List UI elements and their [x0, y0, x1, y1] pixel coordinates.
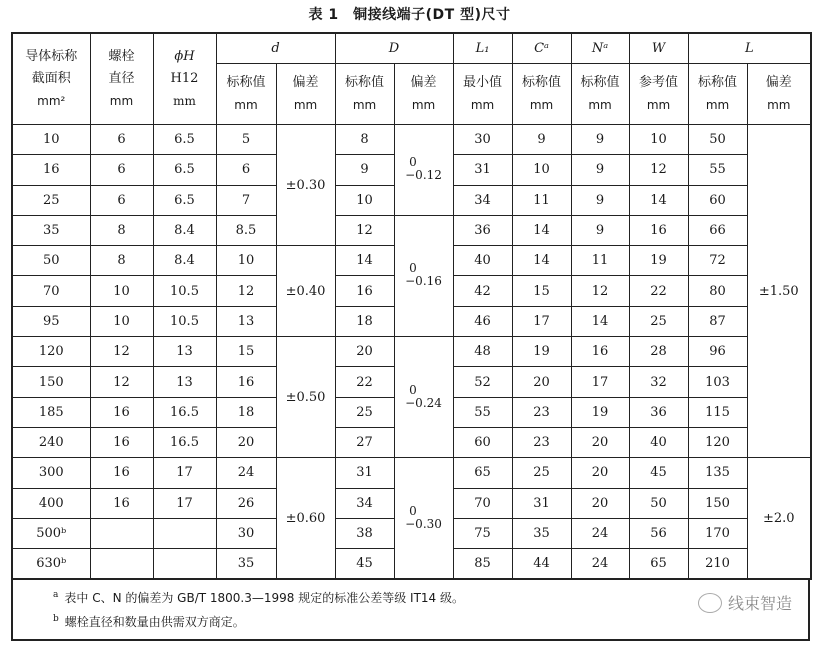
- cell-d-nominal: 15: [216, 337, 276, 367]
- cell-L1-min: 40: [453, 246, 512, 276]
- cell-d-nominal: 26: [216, 488, 276, 518]
- cell-cross-section: 120: [12, 337, 90, 367]
- cell-D-deviation: 0 −0.30: [394, 458, 453, 580]
- cell-d-nominal: 5: [216, 125, 276, 155]
- watermark: 线束智造: [698, 591, 792, 614]
- cell-N-nominal: 9: [571, 185, 629, 215]
- cell-L1-min: 55: [453, 397, 512, 427]
- cell-N-nominal: 9: [571, 215, 629, 245]
- cell-D-nominal: 8: [335, 125, 394, 155]
- header-N-nominal: 标称值 mm: [571, 64, 629, 125]
- cell-d-nominal: 8.5: [216, 215, 276, 245]
- cell-N-nominal: 9: [571, 155, 629, 185]
- cell-W-reference: 22: [629, 276, 688, 306]
- cell-L1-min: 46: [453, 306, 512, 336]
- cell-C-nominal: 17: [512, 306, 571, 336]
- cell-phiH: 10.5: [153, 306, 216, 336]
- cell-L-nominal: 103: [688, 367, 747, 397]
- cell-D-nominal: 12: [335, 215, 394, 245]
- cell-L-nominal: 66: [688, 215, 747, 245]
- cell-N-nominal: 24: [571, 518, 629, 548]
- cell-L1-min: 34: [453, 185, 512, 215]
- cell-N-nominal: 12: [571, 276, 629, 306]
- cell-D-nominal: 45: [335, 549, 394, 580]
- cell-W-reference: 12: [629, 155, 688, 185]
- header-W-reference: 参考值 mm: [629, 64, 688, 125]
- table-row: [12, 337, 811, 367]
- cell-cross-section: 35: [12, 215, 90, 245]
- cell-C-nominal: 14: [512, 215, 571, 245]
- cell-phiH: 17: [153, 458, 216, 488]
- cell-L1-min: 36: [453, 215, 512, 245]
- cell-W-reference: 40: [629, 427, 688, 457]
- cell-d-deviation: ±0.60: [276, 458, 335, 580]
- cell-cross-section: 300: [12, 458, 90, 488]
- footnote-a: $^a$ 表中 C、N 的偏差为 GB/T 1800.3—1998 规定的标准公差等级 IT14 级。: [53, 590, 465, 605]
- cell-cross-section: 500ᵇ: [12, 518, 90, 548]
- cell-phiH: 17: [153, 488, 216, 518]
- cell-bolt-diameter: 12: [90, 367, 153, 397]
- cell-phiH: 6.5: [153, 155, 216, 185]
- table-body: [12, 125, 811, 580]
- dt-terminal-dimension-table: [11, 32, 812, 580]
- cell-d-nominal: 6: [216, 155, 276, 185]
- cell-L1-min: 48: [453, 337, 512, 367]
- cell-bolt-diameter: 8: [90, 215, 153, 245]
- cell-W-reference: 45: [629, 458, 688, 488]
- cell-D-nominal: 25: [335, 397, 394, 427]
- cell-L-nominal: 72: [688, 246, 747, 276]
- header-L-deviation: 偏差 mm: [747, 64, 811, 125]
- cell-L-nominal: 55: [688, 155, 747, 185]
- cell-phiH: 13: [153, 337, 216, 367]
- cell-d-nominal: 30: [216, 518, 276, 548]
- cell-bolt-diameter: [90, 549, 153, 580]
- cell-phiH: 10.5: [153, 276, 216, 306]
- header-L-nominal: 标称值 mm: [688, 64, 747, 125]
- cell-L1-min: 31: [453, 155, 512, 185]
- cell-cross-section: 185: [12, 397, 90, 427]
- cell-cross-section: 630ᵇ: [12, 549, 90, 580]
- cell-bolt-diameter: 10: [90, 306, 153, 336]
- cell-L1-min: 30: [453, 125, 512, 155]
- header-d-nominal: 标称值 mm: [216, 64, 276, 125]
- cell-phiH: 6.5: [153, 125, 216, 155]
- cell-W-reference: 36: [629, 397, 688, 427]
- cell-L-nominal: 87: [688, 306, 747, 336]
- cell-d-nominal: 18: [216, 397, 276, 427]
- cell-cross-section: 50: [12, 246, 90, 276]
- cell-phiH: 8.4: [153, 246, 216, 276]
- cell-D-nominal: 38: [335, 518, 394, 548]
- cell-N-nominal: 16: [571, 337, 629, 367]
- cell-bolt-diameter: [90, 518, 153, 548]
- cell-C-nominal: 35: [512, 518, 571, 548]
- cell-D-nominal: 20: [335, 337, 394, 367]
- cell-C-nominal: 14: [512, 246, 571, 276]
- cell-d-nominal: 16: [216, 367, 276, 397]
- cell-D-deviation: 0 −0.12: [394, 125, 453, 216]
- cell-cross-section: 16: [12, 155, 90, 185]
- cell-cross-section: 95: [12, 306, 90, 336]
- cell-C-nominal: 10: [512, 155, 571, 185]
- cell-N-nominal: 20: [571, 458, 629, 488]
- cell-W-reference: 28: [629, 337, 688, 367]
- cell-W-reference: 65: [629, 549, 688, 580]
- cell-N-nominal: 24: [571, 549, 629, 580]
- cell-bolt-diameter: 6: [90, 125, 153, 155]
- header-D-nominal: 标称值 mm: [335, 64, 394, 125]
- cell-bolt-diameter: 16: [90, 488, 153, 518]
- cell-L1-min: 42: [453, 276, 512, 306]
- cell-bolt-diameter: 16: [90, 397, 153, 427]
- cell-L-nominal: 96: [688, 337, 747, 367]
- header-cross-section: 导体标称 截面积 mm²: [12, 33, 90, 125]
- cell-phiH: [153, 518, 216, 548]
- cell-C-nominal: 44: [512, 549, 571, 580]
- header-L1: L₁: [453, 33, 512, 64]
- footnotes: [11, 579, 810, 641]
- cell-W-reference: 16: [629, 215, 688, 245]
- cell-L-nominal: 120: [688, 427, 747, 457]
- cell-D-nominal: 31: [335, 458, 394, 488]
- header-d-deviation: 偏差 mm: [276, 64, 335, 125]
- header-C: Cᵃ: [512, 33, 571, 64]
- header-C-nominal: 标称值 mm: [512, 64, 571, 125]
- cell-L1-min: 75: [453, 518, 512, 548]
- cell-D-nominal: 16: [335, 276, 394, 306]
- cell-D-deviation: 0 −0.24: [394, 337, 453, 458]
- cell-C-nominal: 25: [512, 458, 571, 488]
- cell-L-nominal: 50: [688, 125, 747, 155]
- cell-d-nominal: 13: [216, 306, 276, 336]
- cell-cross-section: 25: [12, 185, 90, 215]
- cell-N-nominal: 11: [571, 246, 629, 276]
- cell-D-nominal: 27: [335, 427, 394, 457]
- cell-d-nominal: 24: [216, 458, 276, 488]
- cell-L-nominal: 210: [688, 549, 747, 580]
- cell-N-nominal: 17: [571, 367, 629, 397]
- cell-d-nominal: 35: [216, 549, 276, 580]
- table-row: [12, 125, 811, 155]
- cell-phiH: [153, 549, 216, 580]
- cell-L-nominal: 80: [688, 276, 747, 306]
- cell-C-nominal: 20: [512, 367, 571, 397]
- cell-d-deviation: ±0.30: [276, 125, 335, 246]
- cell-d-nominal: 7: [216, 185, 276, 215]
- header-bolt-diameter: 螺栓 直径 mm: [90, 33, 153, 125]
- cell-C-nominal: 15: [512, 276, 571, 306]
- cell-W-reference: 50: [629, 488, 688, 518]
- cell-cross-section: 70: [12, 276, 90, 306]
- cell-C-nominal: 11: [512, 185, 571, 215]
- cell-L-nominal: 170: [688, 518, 747, 548]
- header-phiH: ϕH H12 mm: [153, 33, 216, 125]
- cell-L1-min: 70: [453, 488, 512, 518]
- cell-N-nominal: 20: [571, 427, 629, 457]
- cell-L1-min: 52: [453, 367, 512, 397]
- cell-phiH: 16.5: [153, 397, 216, 427]
- cell-L1-min: 65: [453, 458, 512, 488]
- cell-L1-min: 60: [453, 427, 512, 457]
- cell-D-nominal: 10: [335, 185, 394, 215]
- cell-cross-section: 10: [12, 125, 90, 155]
- cell-W-reference: 56: [629, 518, 688, 548]
- cell-L1-min: 85: [453, 549, 512, 580]
- cell-D-deviation: 0 −0.16: [394, 215, 453, 336]
- cell-L-nominal: 115: [688, 397, 747, 427]
- header-L: L: [688, 33, 811, 64]
- cell-phiH: 8.4: [153, 215, 216, 245]
- table-row: [12, 215, 811, 245]
- cell-cross-section: 150: [12, 367, 90, 397]
- cell-cross-section: 400: [12, 488, 90, 518]
- cell-C-nominal: 9: [512, 125, 571, 155]
- header-d: d: [216, 33, 335, 64]
- cell-W-reference: 25: [629, 306, 688, 336]
- cell-phiH: 13: [153, 367, 216, 397]
- cell-D-nominal: 18: [335, 306, 394, 336]
- cell-phiH: 16.5: [153, 427, 216, 457]
- cell-d-nominal: 10: [216, 246, 276, 276]
- wechat-icon: [698, 593, 722, 613]
- cell-bolt-diameter: 12: [90, 337, 153, 367]
- cell-bolt-diameter: 16: [90, 458, 153, 488]
- cell-D-nominal: 34: [335, 488, 394, 518]
- cell-D-nominal: 22: [335, 367, 394, 397]
- cell-phiH: 6.5: [153, 185, 216, 215]
- cell-bolt-diameter: 16: [90, 427, 153, 457]
- table-title: 表 1 铜接线端子(DT 型)尺寸: [308, 7, 511, 23]
- cell-N-nominal: 14: [571, 306, 629, 336]
- cell-C-nominal: 19: [512, 337, 571, 367]
- cell-bolt-diameter: 6: [90, 185, 153, 215]
- cell-C-nominal: 23: [512, 397, 571, 427]
- cell-L-deviation: ±2.0: [747, 458, 811, 580]
- header-D-deviation: 偏差 mm: [394, 64, 453, 125]
- cell-W-reference: 19: [629, 246, 688, 276]
- cell-bolt-diameter: 6: [90, 155, 153, 185]
- cell-D-nominal: 14: [335, 246, 394, 276]
- header-D: D: [335, 33, 453, 64]
- header-N: Nᵃ: [571, 33, 629, 64]
- cell-d-deviation: ±0.50: [276, 337, 335, 458]
- header-L1-min: 最小值 mm: [453, 64, 512, 125]
- cell-bolt-diameter: 8: [90, 246, 153, 276]
- cell-L-nominal: 150: [688, 488, 747, 518]
- footnote-b: $^b$ 螺栓直径和数量由供需双方商定。: [53, 614, 245, 629]
- cell-W-reference: 10: [629, 125, 688, 155]
- cell-N-nominal: 9: [571, 125, 629, 155]
- header-W: W: [629, 33, 688, 64]
- cell-N-nominal: 19: [571, 397, 629, 427]
- cell-W-reference: 32: [629, 367, 688, 397]
- cell-W-reference: 14: [629, 185, 688, 215]
- cell-d-nominal: 20: [216, 427, 276, 457]
- cell-N-nominal: 20: [571, 488, 629, 518]
- cell-d-nominal: 12: [216, 276, 276, 306]
- cell-L-nominal: 135: [688, 458, 747, 488]
- cell-D-nominal: 9: [335, 155, 394, 185]
- cell-L-nominal: 60: [688, 185, 747, 215]
- cell-C-nominal: 31: [512, 488, 571, 518]
- cell-cross-section: 240: [12, 427, 90, 457]
- cell-C-nominal: 23: [512, 427, 571, 457]
- cell-L-deviation: ±1.50: [747, 125, 811, 458]
- cell-bolt-diameter: 10: [90, 276, 153, 306]
- cell-d-deviation: ±0.40: [276, 246, 335, 337]
- table-row: [12, 458, 811, 488]
